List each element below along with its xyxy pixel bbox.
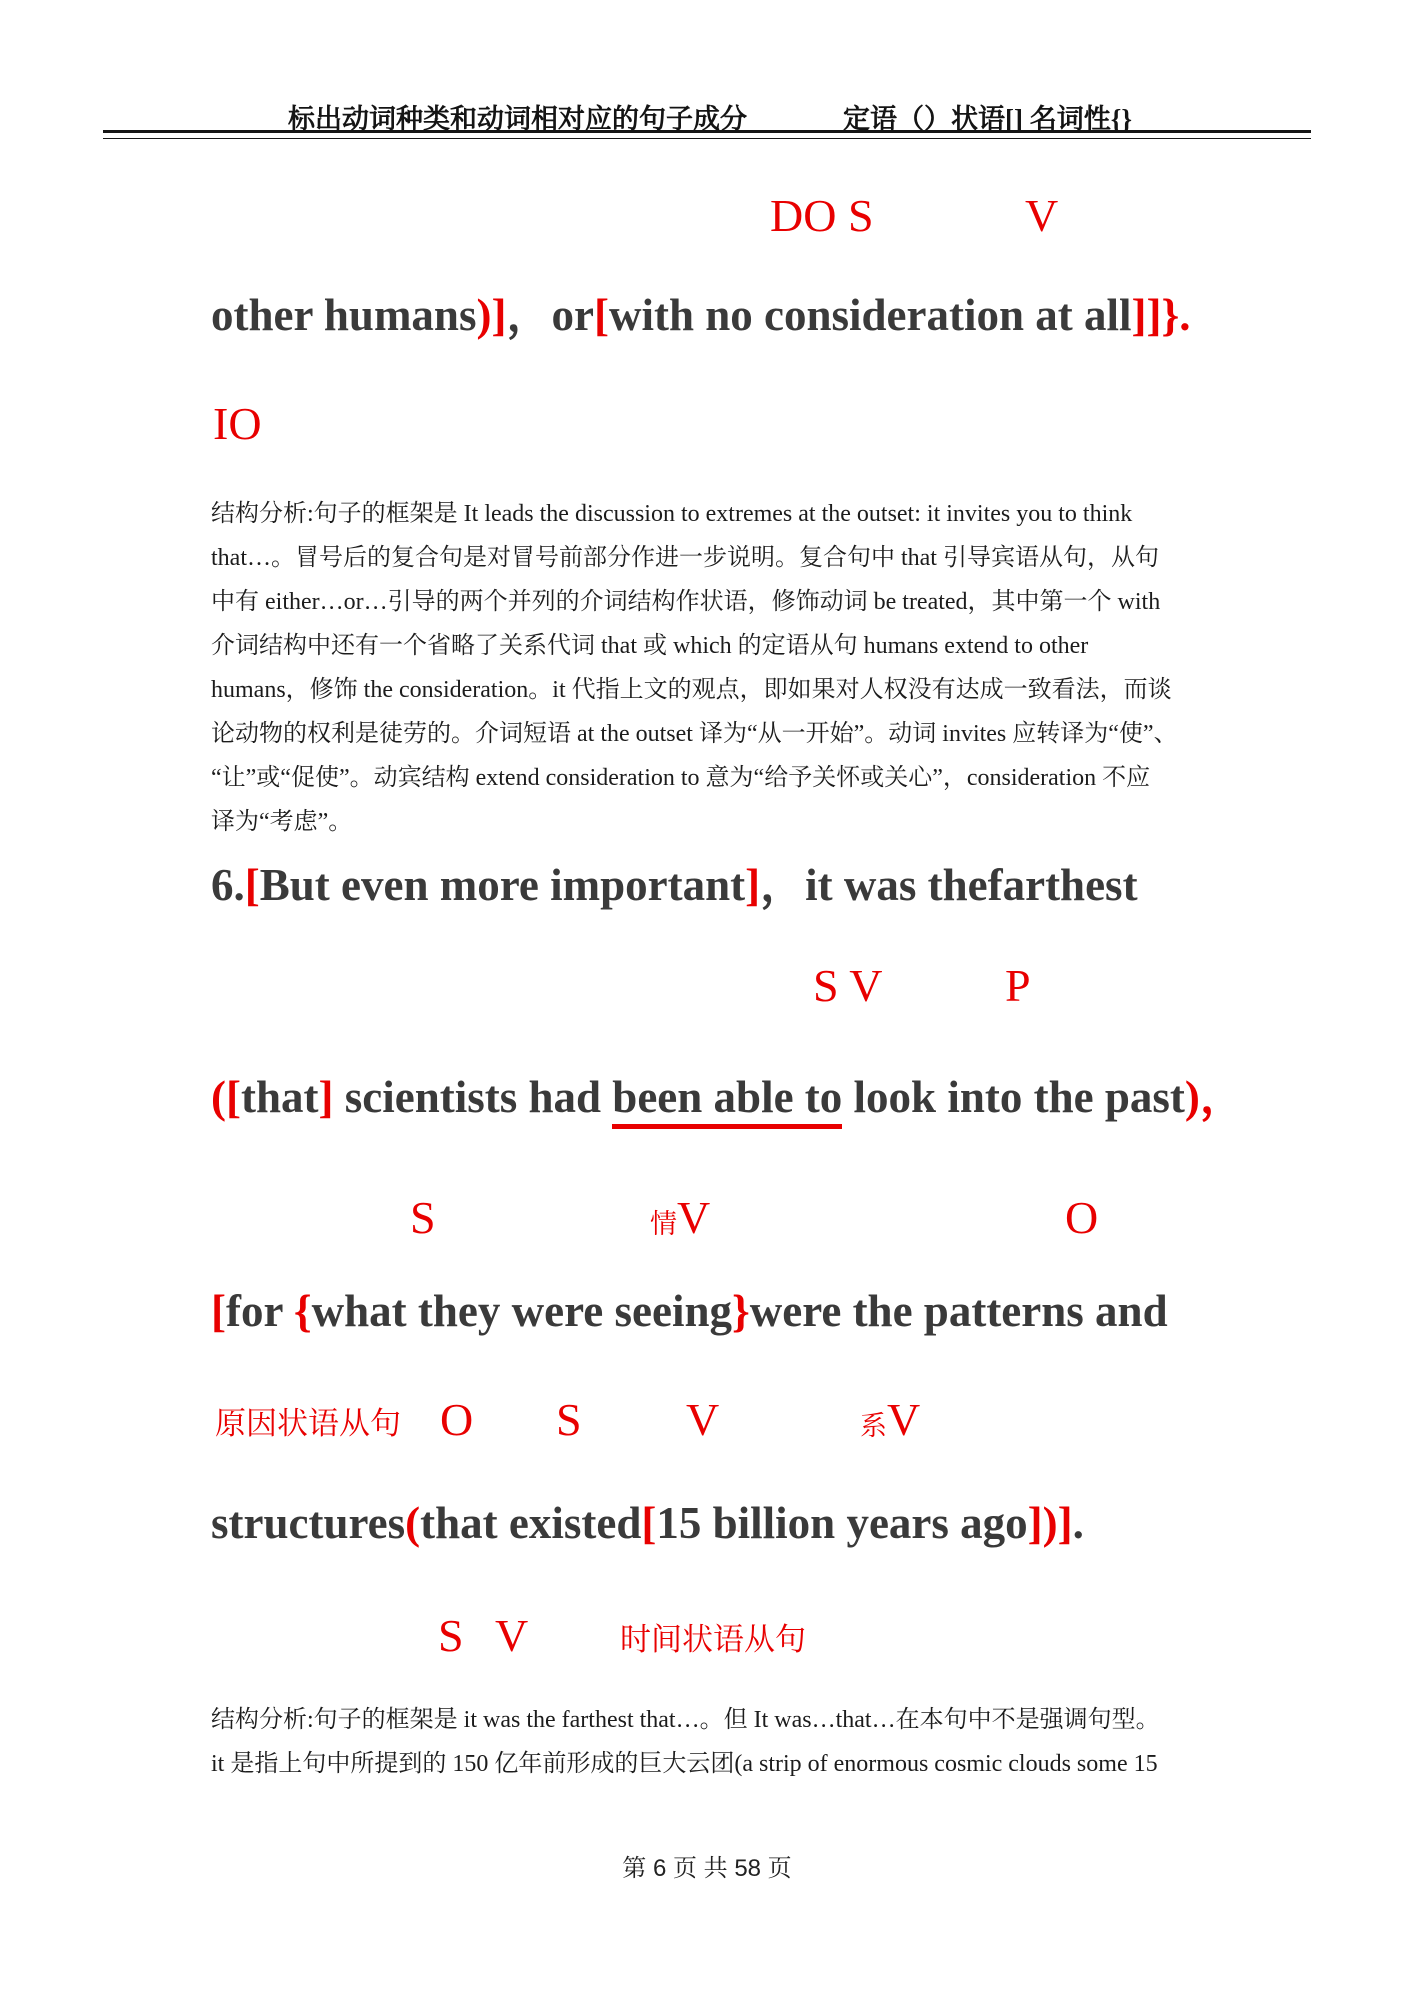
sentence-number: 6.: [211, 860, 245, 910]
bracket-segment: ]: [318, 1072, 334, 1122]
sentence-segment: for: [226, 1286, 294, 1336]
bracket-segment: (: [405, 1498, 421, 1548]
label-v: V: [495, 1610, 529, 1661]
annotation-row-reason: [0, 1396, 1414, 1448]
sentence-segment: look into the past: [842, 1072, 1185, 1122]
bracket-segment: ): [1184, 1072, 1200, 1122]
label-s-v: S V: [813, 960, 883, 1011]
bracket-segment: {: [293, 1286, 312, 1336]
bracket-segment: [: [226, 1072, 241, 1122]
analysis-line: 中有 either…or…引导的两个并列的介词结构作状语，修饰动词 be treated，其中第一个 with: [211, 589, 1161, 615]
sentence-segment: scientists had: [333, 1072, 613, 1122]
bracket-segment: ])]: [1027, 1498, 1073, 1548]
underlined-phrase: been able to: [612, 1072, 842, 1129]
analysis-line: “让”或“促使”。动宾结构 extend consideration to 意为“给予关怀或关心”，consideration 不应: [211, 765, 1151, 791]
label-modal-v: [650, 1194, 710, 1242]
analysis-line: 结构分析:句子的框架是 it was the farthest that…。但 It was…that…在本句中不是强调句型。: [211, 1707, 1160, 1733]
analysis-line: it 是指上句中所提到的 150 亿年前形成的巨大云团(a strip of enormous cosmic clouds some 15: [211, 1751, 1158, 1777]
sentence6-heading: [211, 858, 1138, 912]
analysis-line: that…。冒号后的复合句是对冒号前部分作进一步说明。复合句中 that 引导宾语从句，从句: [211, 545, 1159, 571]
sentence-segment: ，: [506, 290, 552, 340]
label-time-clause: 时间状语从句: [620, 1622, 806, 1657]
sentence6-line4: [211, 1496, 1084, 1550]
sentence-segment: But even more important: [259, 860, 746, 910]
bracket-segment: [: [641, 1498, 657, 1548]
label-v: V: [887, 1394, 921, 1445]
sentence5-continuation: [211, 288, 1190, 342]
sentence-segment: structures: [211, 1498, 406, 1548]
analysis-line: 介词结构中还有一个省略了关系代词 that 或 which 的定语从句 humans extend to other: [211, 633, 1089, 659]
period-segment: .: [1179, 290, 1191, 340]
sentence-segment: that existed: [420, 1498, 642, 1548]
bracket-segment: )]: [476, 290, 507, 340]
label-s: S: [438, 1610, 464, 1661]
sentence-segment: 15 billion years ago: [656, 1498, 1028, 1548]
bracket-segment: [: [211, 1286, 226, 1336]
sentence-segment: were the patterns and: [749, 1286, 1168, 1336]
label-o: O: [1065, 1192, 1099, 1243]
header-bracket-legend: 定语（）状语[] 名词性{}: [843, 104, 1133, 134]
sentence-segment: other humans: [211, 290, 477, 340]
label-v: V: [686, 1394, 720, 1445]
analysis-paragraph-sentence5: [211, 492, 1251, 844]
label-v: V: [1025, 190, 1059, 241]
label-io: IO: [213, 398, 262, 449]
period-segment: .: [1072, 1498, 1084, 1548]
annotation-row-do-s-v: [0, 192, 1414, 244]
label-v: V: [677, 1192, 711, 1243]
sentence-segment: that: [241, 1072, 319, 1122]
comma-segment: ，: [1199, 1072, 1245, 1122]
annotation-row-modal: [0, 1194, 1414, 1246]
analysis-line: 结构分析:句子的框架是 It leads the discussion to extremes at the outset: it invites you to think: [211, 501, 1133, 527]
header-rule: [103, 130, 1311, 139]
sentence-segment: with no consideration at all: [608, 290, 1132, 340]
bracket-segment: [: [593, 290, 609, 340]
label-s: S: [556, 1394, 582, 1445]
analysis-line: 论动物的权利是徒劳的。介词短语 at the outset 译为“从一开始”。动词 invites 应转译为“使”、: [211, 721, 1178, 747]
label-linking-xi: 系: [860, 1411, 887, 1441]
annotation-row-io: [0, 400, 1414, 452]
sentence6-line3: [211, 1284, 1168, 1338]
page-footer: 第 6 页 共 58 页: [622, 1855, 792, 1882]
header-instruction: 标出动词种类和动词相对应的句子成分: [288, 104, 747, 134]
bracket-segment: ]]}: [1131, 290, 1180, 340]
label-modal-qing: 情: [650, 1209, 677, 1239]
label-s: S: [410, 1192, 436, 1243]
analysis-line: humans，修饰 the consideration。it 代指上文的观点，即如果对人权没有达成一致看法，而谈: [211, 677, 1172, 703]
sentence6-line2: [211, 1070, 1245, 1124]
bracket-segment: [: [244, 860, 260, 910]
label-o: O: [440, 1394, 474, 1445]
sentence-segment: it was thefarthest: [805, 860, 1138, 910]
label-reason-clause: 原因状语从句: [215, 1406, 401, 1441]
analysis-paragraph-sentence6: [211, 1698, 1251, 1786]
annotation-row-time: [0, 1612, 1414, 1664]
bracket-segment: (: [211, 1072, 226, 1122]
bracket-segment: ]: [745, 860, 761, 910]
label-do-s: DO S: [770, 190, 874, 241]
label-p: P: [1005, 960, 1031, 1011]
sentence-segment: or: [551, 290, 594, 340]
annotation-row-svp: [0, 962, 1414, 1014]
bracket-segment: }: [731, 1286, 750, 1336]
analysis-line: 译为“考虑”。: [211, 809, 353, 835]
sentence-segment: what they were seeing: [311, 1286, 732, 1336]
label-linking-v: [860, 1396, 920, 1444]
sentence-segment: ，: [760, 860, 806, 910]
